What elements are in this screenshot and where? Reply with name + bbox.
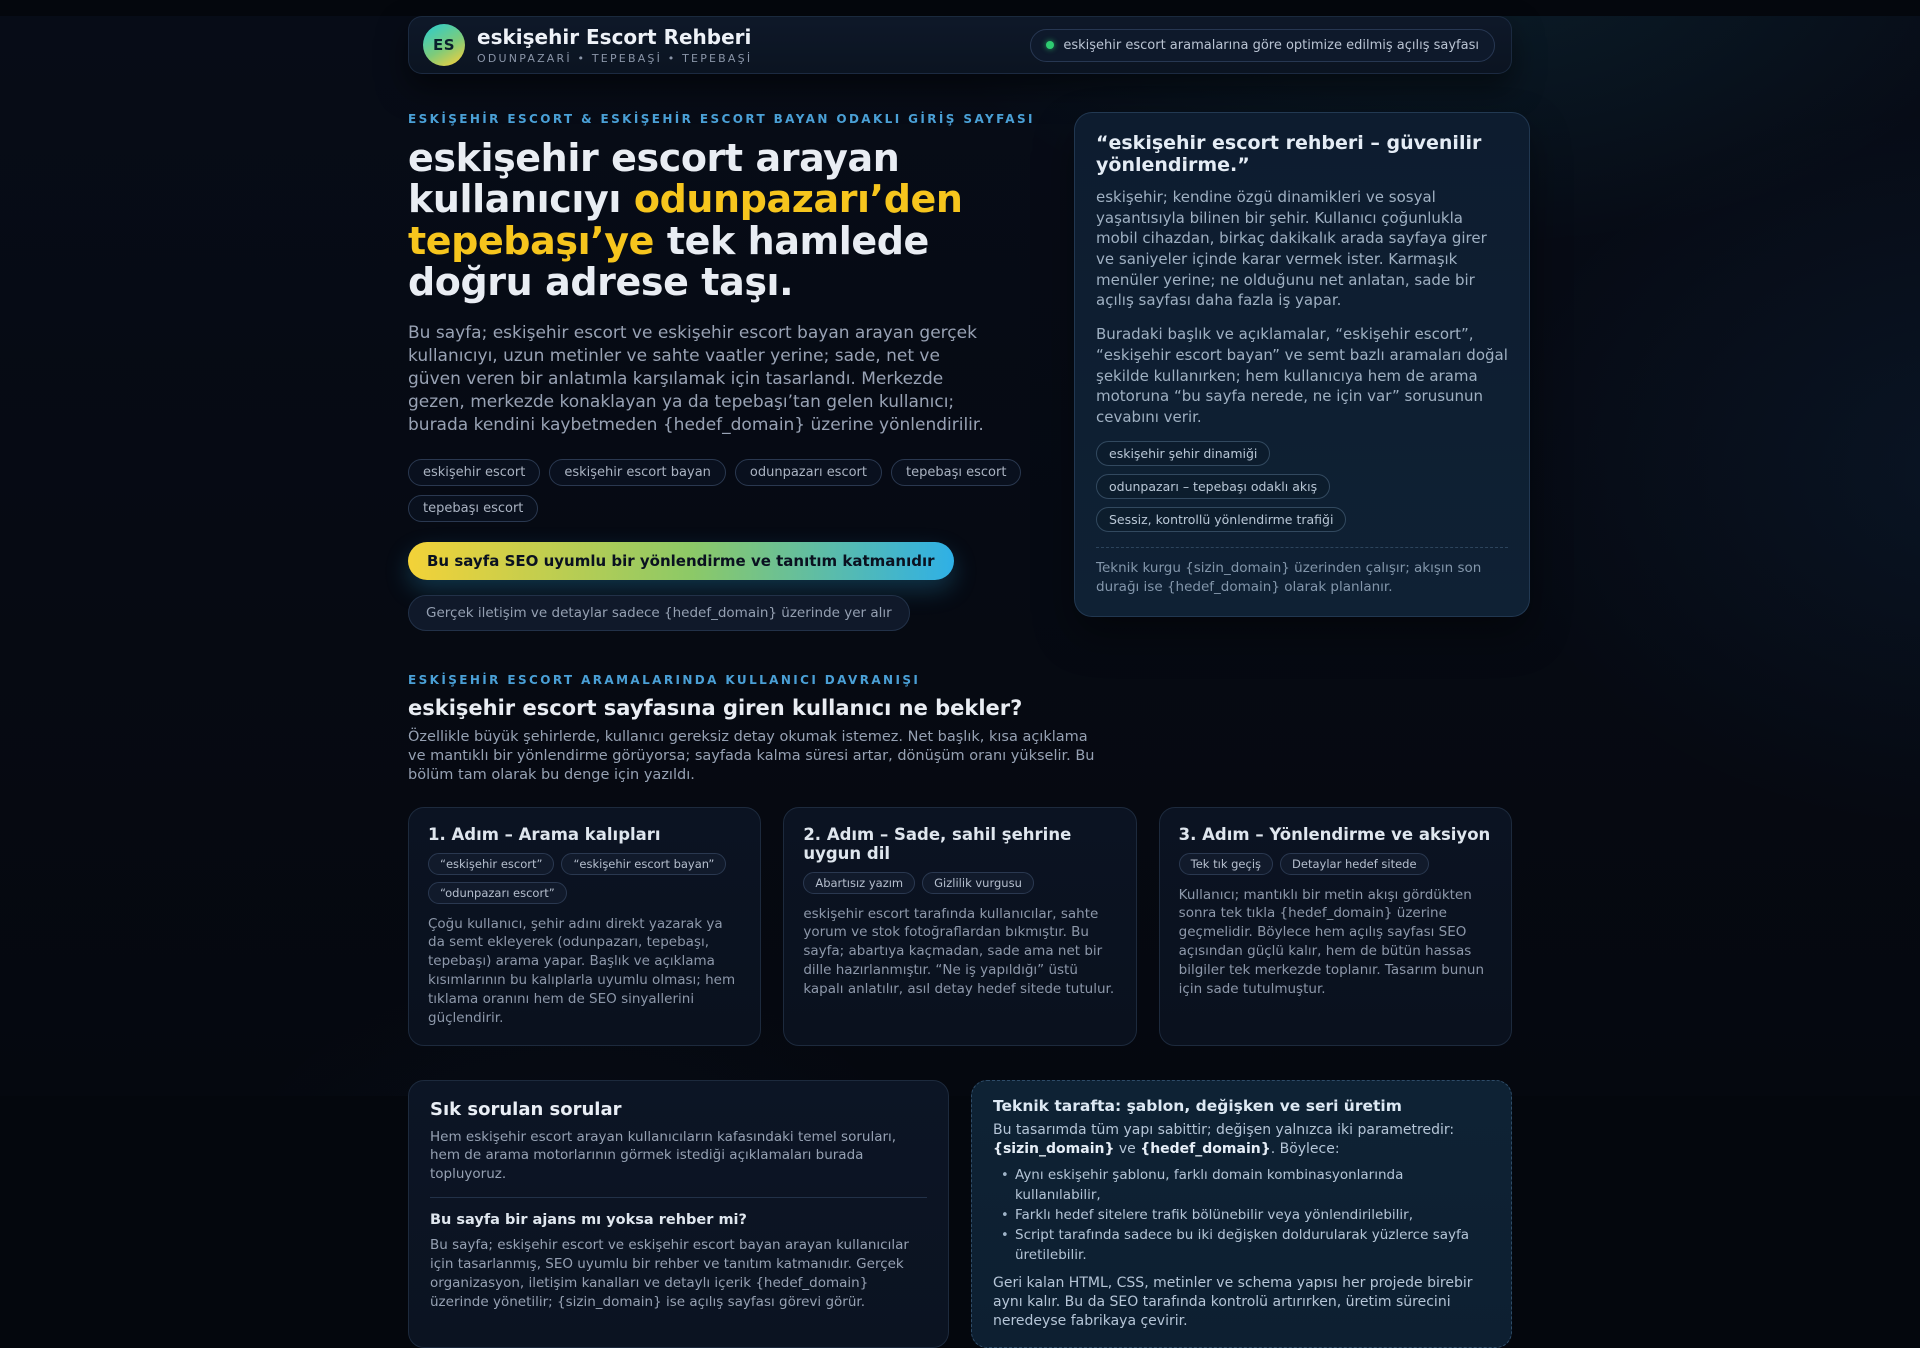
seo-cta-button[interactable]: Bu sayfa SEO uyumlu bir yönlendirme ve tanıtım katmanıdır xyxy=(408,542,954,580)
brand-text xyxy=(477,26,752,65)
side-info-card xyxy=(1074,112,1530,617)
step-card-1 xyxy=(408,807,761,1046)
step-3-pill-2: Detaylar hedef sitede xyxy=(1280,853,1429,875)
header xyxy=(408,16,1512,74)
step-3-text: Kullanıcı; mantıklı bir metin akışı gördükten sonra tek tıkla {hedef_domain} üzerine geçmelidir. Böylece hem açılış sayfası SEO açısından güçlü kalır, hem de bütün hassas bilgiler tek merkezde toplanır. Tasarım bunun için sade tutulmuştur. xyxy=(1178,886,1485,997)
seo-status-badge-label: eskişehir escort aramalarına göre optimize edilmiş açılış sayfası xyxy=(1063,37,1479,53)
step-card-3 xyxy=(1159,807,1512,1046)
step-1-pill-1: “eskişehir escort” xyxy=(428,853,554,875)
step-2-pill-1: Abartısız yazım xyxy=(803,872,915,894)
steps-row xyxy=(408,807,1512,1046)
hero-lead: Bu sayfa; eskişehir escort ve eskişehir escort bayan arayan gerçek kullanıcıyı, uzun metinler ve sahte vaatler yerine; sade, net ve güven veren bir anlatımla karşılamak için tasarlandı. Merkezde gezen, merkezde konaklayan ya da tepebaşı’tan gelen kullanıcı; burada kendini kaybetmeden {hedef_domain} üzerine yönlendirilir. xyxy=(408,322,984,436)
hero-title-start: eskişehir escort arayan kullanıcıyı xyxy=(408,136,900,222)
step-1-text: Çoğu kullanıcı, şehir adını direkt yazarak ya da semt ekleyerek (odunpazarı, tepebaşı, tepebaşı) arama yapar. Başlık ve açıklama kısımlarının bu kalıplarla uyumlu olması; hem tıklama oranını hem de SEO sinyallerini güçlendirir. xyxy=(428,915,736,1026)
behavior-title: eskişehir escort sayfasına giren kullanıcı ne bekler? xyxy=(408,696,1023,721)
tech-outro: Geri kalan HTML, CSS, metinler ve schema yapısı her projede birebir aynı kalır. Bu da SEO tarafında kontrolü artırırken, üretim sürecini neredeyse fabrikaya çevirir. xyxy=(993,1274,1473,1329)
hero-title xyxy=(408,138,1008,304)
status-dot-icon xyxy=(1046,41,1054,49)
site-subtitle: ODUNPAZARİ • TEPEBAŞİ • TEPEBAŞİ xyxy=(477,51,753,65)
tag-odunpazari-escort[interactable]: odunpazarı escort xyxy=(735,459,882,486)
faq-divider xyxy=(430,1197,927,1198)
step-card-2 xyxy=(783,807,1136,1046)
step-2-title: 2. Adım – Sade, sahil şehrine uygun dil xyxy=(803,824,1072,863)
hero-title-highlight: odunpazarı’den tepebaşı’ye xyxy=(408,177,963,263)
step-1-pill-2: “eskişehir escort bayan” xyxy=(561,853,726,875)
step-1-pill-3: “odunpazarı escort” xyxy=(428,882,567,904)
step-1-title: 1. Adım – Arama kalıpları xyxy=(428,824,661,844)
behavior-kicker: ESKİŞEHİR ESCORT ARAMALARINDA KULLANICI DAVRANIŞI xyxy=(408,673,921,688)
step-3-title: 3. Adım – Yönlendirme ve aksiyon xyxy=(1178,824,1491,844)
hero-title-end: tek hamlede doğru adrese taşı. xyxy=(408,218,929,305)
tech-bullet-list xyxy=(999,1166,1490,1266)
side-pill-traffic: Sessiz, kontrollü yönlendirme trafiği xyxy=(1096,507,1346,532)
bottom-row xyxy=(408,1080,1512,1348)
hero-note-pill: Gerçek iletişim ve detaylar sadece {hedef_domain} üzerinde yer alır xyxy=(408,595,910,631)
tech-intro xyxy=(993,1121,1490,1159)
faq-title: Sık sorulan sorular xyxy=(430,1098,622,1120)
step-2-text: eskişehir escort tarafında kullanıcılar, sahte yorum ve stok fotoğraflardan bıkmıştır. Bu sayfa; abartıya kaçmadan, sade ama net bir dille hazırlanmıştır. “Ne iş yapıldığı” üstü kapalı anlatılır, asıl detay hedef sitede tutulur. xyxy=(803,905,1115,998)
step-3-pills xyxy=(1179,853,1492,875)
tag-tepebasi-escort-2[interactable]: tepebaşı escort xyxy=(408,495,538,522)
step-3-pill-1: Tek tık geçiş xyxy=(1179,853,1273,875)
tech-intro-text-1: Bu tasarımda tüm yapı sabittir; değişen yalnızca iki parametredir: xyxy=(993,1121,1455,1138)
side-card-paragraph-2: Buradaki başlık ve açıklamalar, “eskişehir escort”, “eskişehir escort bayan” ve semt bazlı aramaları doğal şekilde kullanırken; hem kullanıcıya hem de arama motoruna “bu sayfa nerede, ne için var” sorusunun cevabını verir. xyxy=(1096,325,1508,426)
tech-bullet-2: • Farklı hedef sitelere trafik bölünebilir veya yönlendirilebilir, xyxy=(999,1206,1490,1226)
tech-intro-text-2: ve xyxy=(1114,1140,1141,1157)
tech-card xyxy=(971,1080,1512,1348)
site-title: eskişehir Escort Rehberi xyxy=(477,24,752,49)
faq-card xyxy=(408,1080,949,1348)
hero-kicker: ESKİŞEHİR ESCORT & ESKİŞEHİR ESCORT BAYAN ODAKLI GİRİŞ SAYFASI xyxy=(408,112,1035,126)
side-pill-dynamics: eskişehir şehir dinamiği xyxy=(1096,441,1270,466)
hero-section xyxy=(408,112,1512,631)
tag-eskisehir-escort[interactable]: eskişehir escort xyxy=(408,459,540,486)
side-card-pills xyxy=(1096,441,1508,532)
tech-var-hedef-domain: {hedef_domain} xyxy=(1140,1140,1271,1157)
tech-title: Teknik tarafta: şablon, değişken ve seri üretim xyxy=(993,1096,1402,1115)
hero-left-column xyxy=(408,112,1048,631)
tag-eskisehir-escort-bayan[interactable]: eskişehir escort bayan xyxy=(549,459,726,486)
brand-logo[interactable]: ES xyxy=(423,24,465,66)
side-card-paragraph-1: eskişehir; kendine özgü dinamikleri ve sosyal yaşantısıyla bilinen bir şehir. Kullanıcı çoğunlukla mobil cihazdan, birkaç dakikalık arada sayfaya girer ve saniyeler içinde karar vermek ister. Karmaşık menüler yerine; ne olduğunu net anlatan, sade bir açılış sayfası daha fazla iş yapar. xyxy=(1096,188,1487,310)
seo-status-badge xyxy=(1030,29,1495,62)
step-2-pill-2: Gizlilik vurgusu xyxy=(922,872,1034,894)
faq-answer-1: Bu sayfa; eskişehir escort ve eskişehir escort bayan arayan kullanıcılar için tasarlanmış, SEO uyumlu bir rehber ve tanıtım katmanıdır. Gerçek organizasyon, iletişim kanalları ve detaylı içerik {hedef_domain} üzerinde yönetilir; {sizin_domain} ise açılış sayfası görevi görür. xyxy=(430,1236,909,1311)
faq-intro: Hem eskişehir escort arayan kullanıcıların kafasındaki temel soruları, hem de arama motorlarının görmek istediği açıklamaları burada topluyoruz. xyxy=(430,1128,897,1182)
tech-intro-text-3: . Böylece: xyxy=(1270,1140,1340,1157)
behavior-lead: Özellikle büyük şehirlerde, kullanıcı gereksiz detay okumak istemez. Net başlık, kısa açıklama ve mantıklı bir yönlendirme görüyorsa; sayfada kalma süresi artar, dönüşüm oranı yükselir. Bu bölüm tam olarak bu denge için yazıldı. xyxy=(408,729,1095,784)
brand[interactable] xyxy=(423,24,752,66)
step-2-pills xyxy=(803,872,1116,894)
faq-question-1: Bu sayfa bir ajans mı yoksa rehber mi? xyxy=(430,1211,747,1228)
side-card-footnote: Teknik kurgu {sizin_domain} üzerinden çalışır; akışın son durağı ise {hedef_domain} olarak planlanır. xyxy=(1096,559,1482,595)
tech-bullet-3: • Script tarafında sadece bu iki değişken doldurularak yüzlerce sayfa üretilebilir. xyxy=(999,1226,1490,1266)
side-pill-flow: odunpazarı – tepebaşı odaklı akış xyxy=(1096,474,1330,499)
tag-tepebasi-escort-1[interactable]: tepebaşı escort xyxy=(891,459,1021,486)
keyword-tags xyxy=(408,459,1048,522)
side-card-title: “eskişehir escort rehberi – güvenilir yönlendirme.” xyxy=(1096,132,1482,176)
side-card-divider xyxy=(1096,547,1508,548)
step-1-pills xyxy=(428,853,741,904)
behavior-section xyxy=(408,673,1512,1046)
tech-var-sizin-domain: {sizin_domain} xyxy=(993,1140,1115,1157)
tech-bullet-1: • Aynı eskişehir şablonu, farklı domain kombinasyonlarında kullanılabilir, xyxy=(999,1166,1490,1206)
page-background xyxy=(0,16,1920,1329)
